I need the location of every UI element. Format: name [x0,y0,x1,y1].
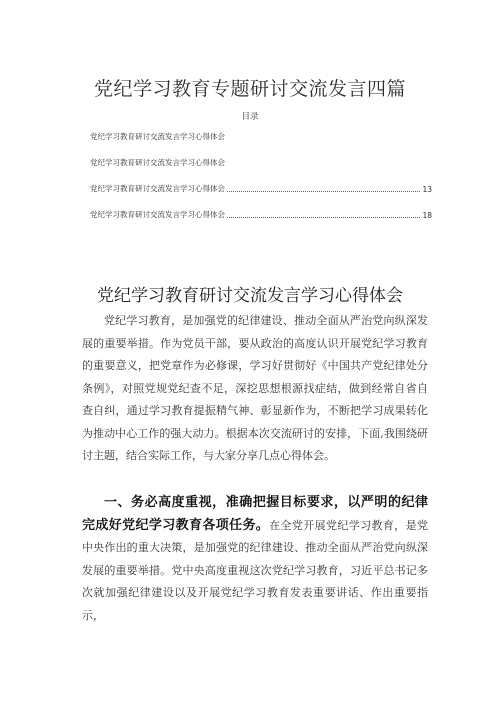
toc-entry-label: 党纪学习教育研讨交流发言学习心得体会 [90,158,225,167]
toc-entry-label: 党纪学习教育研讨交流发言学习心得体会 [90,132,225,141]
paragraph-heading: 一、务必高度重视，准确把握目标要求，以严明的纪律完成好党纪学习教育各项任务。 [82,495,428,533]
toc-entry[interactable] [90,184,432,194]
toc-entry[interactable] [90,132,432,142]
toc-entry[interactable] [90,158,432,168]
table-of-contents [90,132,432,220]
body-paragraph [82,492,428,627]
toc-entry-page: 18 [422,211,432,220]
section-title: 党纪学习教育研讨交流发言学习心得体会 [97,286,403,306]
toc-entry[interactable] [90,210,432,220]
toc-dot-leader [227,191,420,192]
toc-dot-leader [227,217,420,218]
paragraph-body: 在全党开展党纪学习教育，是党中央作出的重大决策，是加强党的纪律建设、推动全面从严治党向纵深发展的重要举措。党中央高度重视这次党纪学习教育，习近平总书记多次就加强纪律建设以及开展党纪学习教育发表重要讲话、作出重要指示， [82,518,428,622]
toc-entry-page: 13 [422,185,432,194]
toc-heading: 目录 [241,112,259,122]
toc-entry-label: 党纪学习教育研讨交流发言学习心得体会 [90,184,225,193]
body-paragraph: 党纪学习教育，是加强党的纪律建设、推动全面从严治党向纵深发展的重要举措。作为党员干部，要从政治的高度认识开展党纪学习教育的重要意义，把党章作为必修课，学习好贯彻好《中国共产党纪律处分条例》，对照党规党纪查不足，深挖思想根源找症结，做到经常自省自查自纠，通过学习教育提振精气神、彰显新作为，不断把学习成果转化为推动中心工作的强大动力。根据本次交流研讨的安排，下面,我围绕研讨主题，结合实际工作，与大家分享几点心得体会。 [82,314,428,462]
toc-entry-label: 党纪学习教育研讨交流发言学习心得体会 [90,210,225,219]
document-title: 党纪学习教育专题研讨交流发言四篇 [93,78,406,100]
